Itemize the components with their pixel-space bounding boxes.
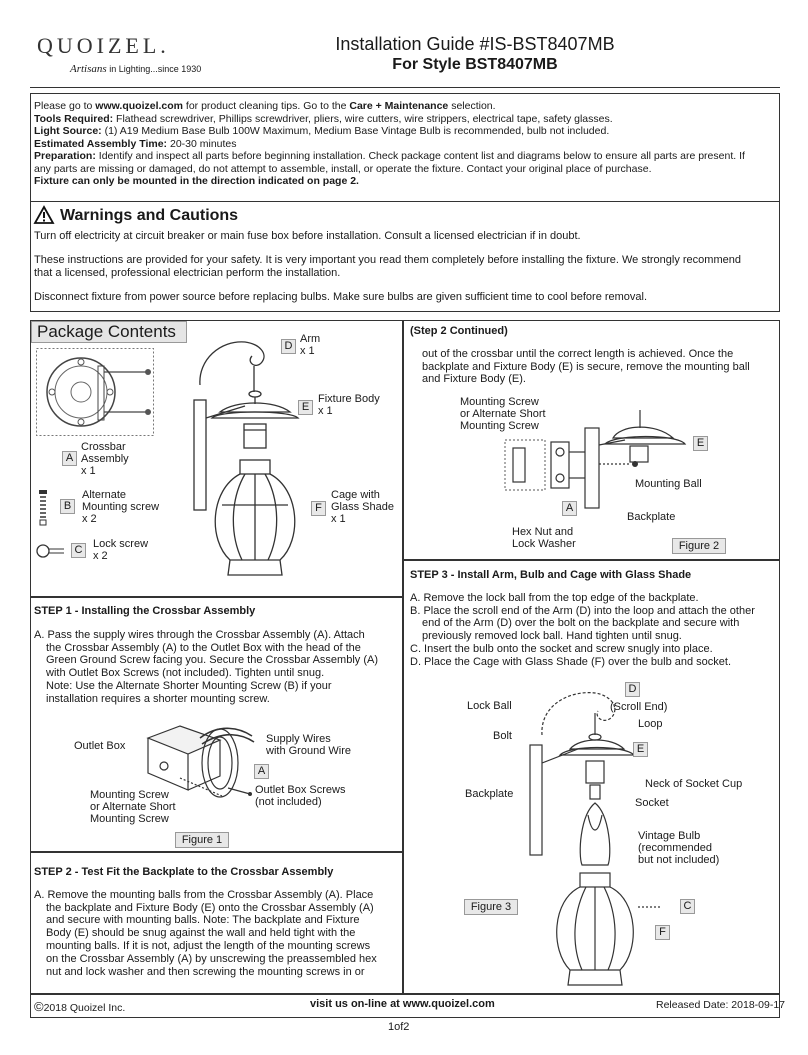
warning-p3: Disconnect fixture from power source before replacing bulbs. Make sure bulbs are given sufficient time to cool before removal.	[34, 291, 648, 303]
assembly-time-line: Estimated Assembly Time: 20-30 minutes	[34, 137, 237, 150]
website-link[interactable]: www.quoizel.com	[95, 100, 183, 112]
fig2-mounting-screw-label: Mounting Screw or Alternate Short Mounting Screw	[460, 396, 546, 432]
fig3-neck-label: Neck of Socket Cup	[645, 778, 743, 790]
figure3-caption: Figure 3	[464, 899, 518, 915]
step3-content	[410, 569, 775, 669]
fixture-parts-illustration	[190, 330, 330, 585]
warning-p1: Turn off electricity at circuit breaker or main fuse box before installation. Consult a licensed electrician if in doubt.	[34, 230, 581, 242]
part-e-label: Fixture Body x 1	[318, 393, 380, 417]
fig3-part-d-badge: D	[625, 682, 640, 697]
crossbar-assembly-illustration	[36, 348, 154, 436]
part-e-badge: E	[298, 400, 313, 415]
intro-website-line: Please go to www.quoizel.com for product cleaning tips. Go to the Care + Maintenance selection.	[34, 100, 496, 112]
fig3-loop-label: Loop	[638, 718, 663, 730]
fig3-bolt-label: Bolt	[493, 730, 512, 742]
step2-continued-heading: (Step 2 Continued)	[410, 325, 508, 337]
fig3-part-c-badge: C	[680, 899, 695, 914]
figure1-caption: Figure 1	[175, 832, 229, 848]
fig3-part-e-badge: E	[633, 742, 648, 757]
header-rule	[30, 87, 780, 88]
part-b-label: Alternate Mounting screw x 2	[82, 489, 160, 525]
step2-continued-content	[410, 325, 775, 386]
part-f-label: Cage with Glass Shade x 1	[331, 489, 394, 525]
fig3-scroll-end-label: (Scroll End)	[610, 701, 668, 713]
footer-visit-link[interactable]: visit us on-line at www.quoizel.com	[310, 998, 495, 1010]
footer-copyright: ©2018 Quoizel Inc.	[34, 999, 126, 1014]
part-a-badge: A	[62, 451, 77, 466]
light-source-line: Light Source: (1) A19 Medium Base Bulb 100W Maximum, Medium Base Vintage Bulb is recommended, bulb not included.	[34, 125, 610, 137]
step1-heading: STEP 1 - Installing the Crossbar Assembly	[34, 605, 256, 617]
step2-instruction-a: A. Remove the mounting balls from the Crossbar Assembly (A). Place the backplate and Fixture Body (E) onto the Crossbar Assembly (A) and secure with mounting balls. Note: The backplate and Fixture Body (E) should be snug against the wall and held tight with the mounting balls. If it is not, adjust the length of the mounting screws on the Crossbar Assembly (A) by unscrewing the preassembled hex nut and lock washer and then screwing the mounting screws in or	[34, 888, 377, 978]
part-d-label: Arm x 1	[300, 333, 321, 357]
header	[30, 25, 780, 87]
warnings-heading: Warnings and Cautions	[60, 207, 239, 224]
package-contents-heading: Package Contents	[31, 321, 187, 343]
brand-logo: QUOIZEL.	[37, 33, 170, 58]
fig3-part-f-badge: F	[655, 925, 670, 940]
footer-release-date: Released Date: 2018-09-17	[656, 999, 786, 1011]
copyright-symbol: ©	[34, 999, 44, 1014]
fig3-vintage-bulb-label: Vintage Bulb (recommended but not included)	[638, 830, 720, 866]
step3-instructions: A. Remove the lock ball from the top edge of the backplate. B. Place the scroll end of the Arm (D) into the loop and attach the other end of the Arm (D) over the bolt on the backplate and secure with previously removed lock ball. Hand tighten until snug. C. Insert the bulb onto the socket and screw snugly into place. D. Place the Cage with Glass Shade (F) over the bulb and socket.	[410, 591, 755, 668]
figure2-caption: Figure 2	[672, 538, 726, 554]
fig2-hex-nut-label: Hex Nut and Lock Washer	[512, 526, 576, 550]
step2-content	[34, 866, 399, 978]
fig2-backplate-label: Backplate	[627, 511, 676, 523]
step2-continued-text: out of the crossbar until the correct length is achieved. Once the backplate and Fixture Body (E) is secure, remove the mounting ball and Fixture Body (E).	[422, 347, 750, 386]
fig3-backplate-label: Backplate	[465, 788, 514, 800]
part-c-badge: C	[71, 543, 86, 558]
brand-tagline	[70, 63, 201, 75]
fig1-outlet-box-screws-label: Outlet Box Screws (not included)	[255, 784, 346, 808]
preparation-line: Preparation: Identify and inspect all parts before beginning installation. Check package content list and diagrams below to ensure all parts are present. If any parts are missing or damaged, do not attempt to assemble, install, or operate the fixture. Contact your original place of purchase.	[34, 150, 745, 175]
part-f-badge: F	[311, 501, 326, 516]
fig1-part-a-badge: A	[254, 764, 269, 779]
part-b-badge: B	[60, 499, 75, 514]
page-number: 1of2	[388, 1021, 410, 1033]
tagline-script: Artisans	[70, 63, 107, 75]
step1-content	[34, 605, 399, 706]
fig1-mounting-screw-label: Mounting Screw or Alternate Short Mounting Screw	[90, 789, 176, 825]
fig1-outlet-box-label: Outlet Box	[74, 740, 126, 752]
page-title: Installation Guide #IS-BST8407MB	[335, 34, 615, 54]
fig3-socket-label: Socket	[635, 797, 669, 809]
fig2-part-a-badge: A	[562, 501, 577, 516]
warning-p2: These instructions are provided for your safety. It is very important you read them completely before installing the fixture. We strongly recommend that a licensed, professional electrician perform the installation.	[34, 254, 741, 279]
page-subtitle: For Style BST8407MB	[392, 56, 558, 73]
step1-instruction-a: A. Pass the supply wires through the Crossbar Assembly (A). Attach the Crossbar Assembly (A) to the Outlet Box with the head of the Green Ground Screw facing you. Secure the Crossbar Assembly (A) with Outlet Box Screws (not included). Tighten until snug. Note: Use the Alternate Shorter Mounting Screw (B) if your installation requires a shorter mounting screw.	[34, 628, 378, 705]
part-d-badge: D	[281, 339, 296, 354]
intro-block	[34, 100, 754, 188]
lock-screw-icon	[36, 544, 66, 558]
fig2-mounting-ball-label: Mounting Ball	[635, 478, 702, 490]
figure1-illustration	[140, 718, 260, 800]
intro-divider	[30, 201, 780, 202]
part-a-label: Crossbar Assembly x 1	[81, 441, 129, 477]
mount-direction-note: Fixture can only be mounted in the direction indicated on page 2.	[34, 175, 359, 187]
tools-line: Tools Required: Flathead screwdriver, Phillips screwdriver, pliers, wire cutters, wire strippers, electrical tape, safety glasses.	[34, 112, 613, 125]
step3-heading: STEP 3 - Install Arm, Bulb and Cage with Glass Shade	[410, 569, 692, 581]
part-c-label: Lock screw x 2	[93, 538, 149, 562]
tagline-rest: in Lighting...since 1930	[109, 64, 202, 74]
fig2-part-e-badge: E	[693, 436, 708, 451]
fig3-lock-ball-label: Lock Ball	[467, 700, 512, 712]
mounting-screw-icon	[38, 490, 48, 526]
step2-heading: STEP 2 - Test Fit the Backplate to the Crossbar Assembly	[34, 866, 334, 878]
warnings-text	[34, 230, 754, 304]
warning-icon	[34, 206, 54, 224]
fig1-supply-wires-label: Supply Wires with Ground Wire	[266, 733, 351, 757]
